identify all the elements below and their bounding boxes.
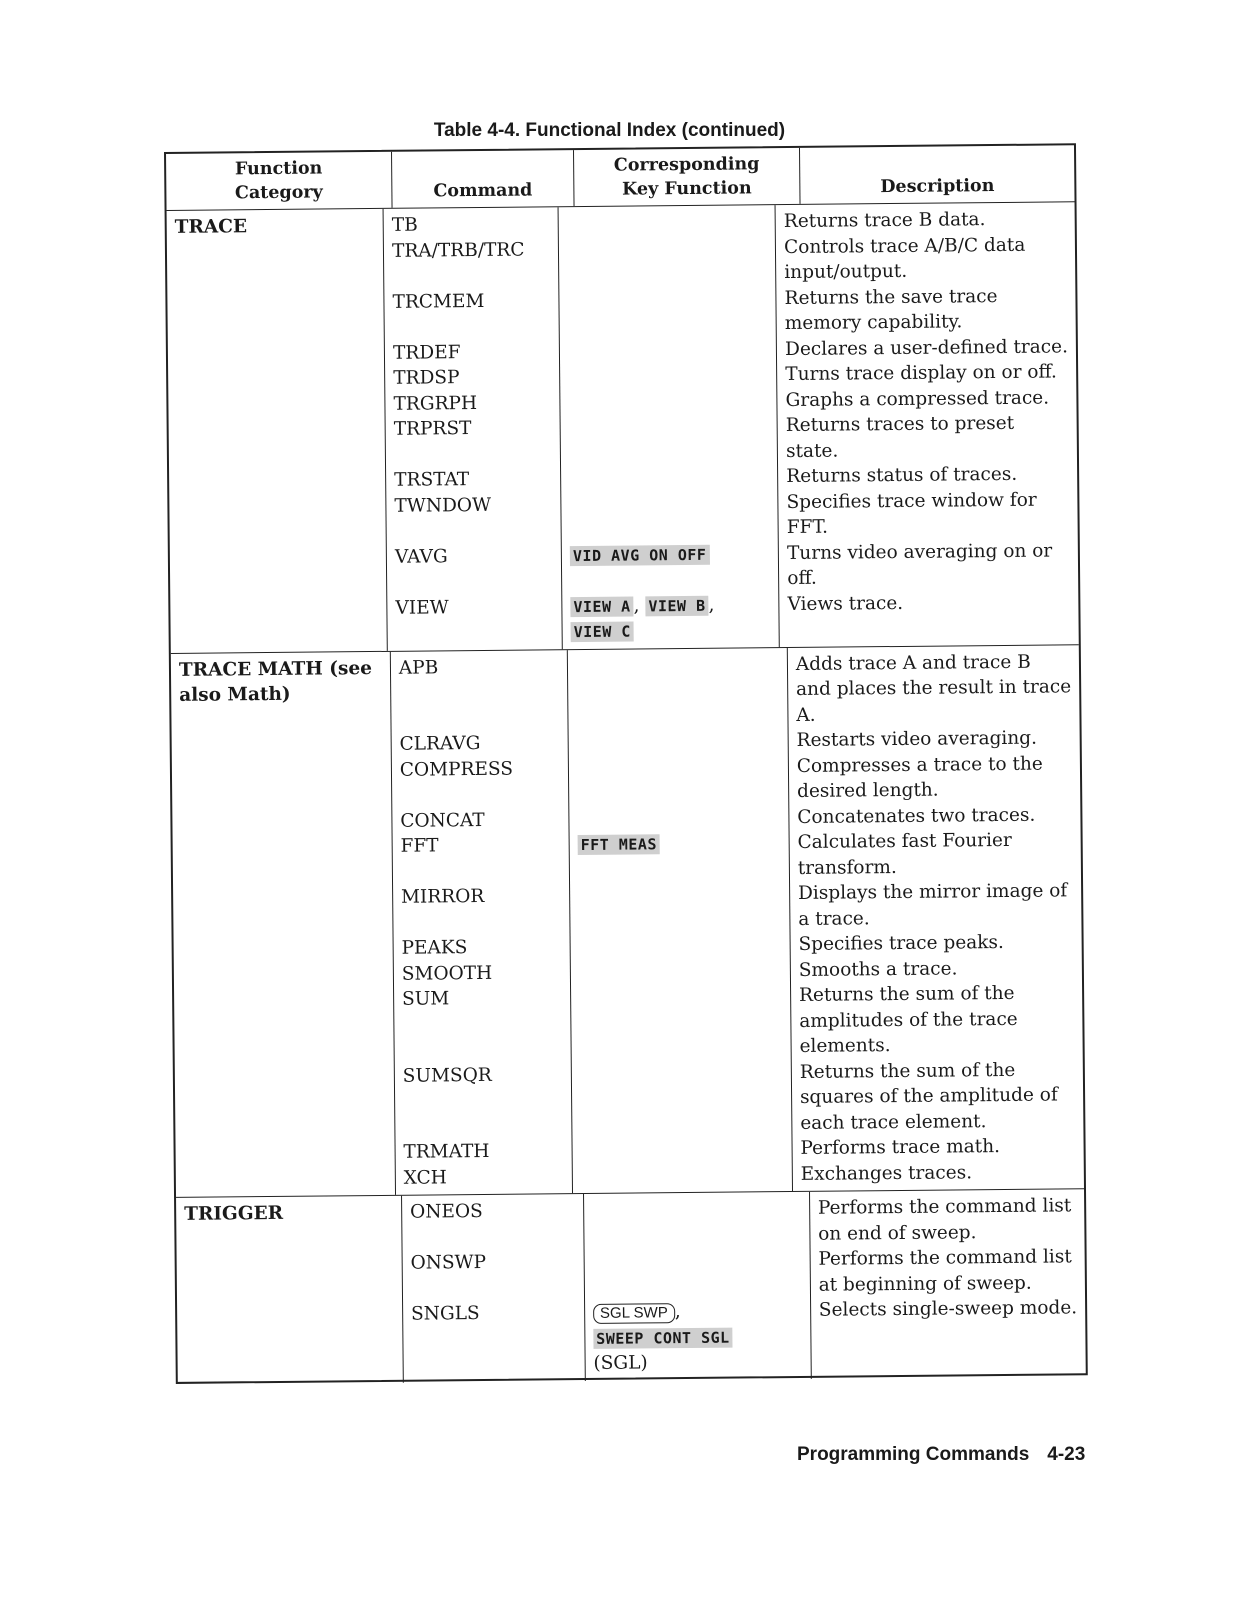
description-line: input/output.	[784, 260, 908, 284]
page-footer	[797, 1444, 1085, 1466]
description-line: off.	[787, 567, 817, 590]
command-name: TRDEF	[392, 341, 461, 364]
description-line: Views trace.	[787, 592, 904, 615]
command-name: SMOOTH	[401, 962, 493, 985]
command-name: XCH	[403, 1166, 447, 1189]
command-name: TRSTAT	[394, 469, 470, 491]
description-line: Specifies trace window for	[786, 489, 1037, 513]
description-line: Selects single-sweep mode.	[818, 1297, 1078, 1321]
table-section-row	[167, 202, 1079, 653]
description-line: Performs trace math.	[800, 1136, 1001, 1159]
command-name: TWNDOW	[394, 494, 492, 517]
table-section-row	[171, 645, 1084, 1198]
description-cell	[810, 1189, 1086, 1378]
category-label: TRIGGER	[184, 1202, 284, 1225]
description-line: memory capability.	[784, 311, 963, 335]
command-name: TRA/TRB/TRC	[391, 239, 525, 262]
key-text: (SGL)	[593, 1352, 648, 1374]
key-text: ,	[674, 1301, 681, 1323]
description-line: a trace.	[798, 907, 870, 930]
command-name: CLRAVG	[399, 732, 481, 755]
command-name: MIRROR	[400, 885, 485, 908]
description-line: Compresses a trace to the	[796, 753, 1043, 777]
description-line: state.	[785, 440, 839, 462]
table-header-row	[166, 145, 1075, 211]
description-cell	[788, 645, 1084, 1191]
softkey-label: VIEW B	[645, 595, 708, 616]
command-name: TRCMEM	[392, 290, 485, 313]
page-number: 4-23	[1047, 1444, 1086, 1465]
softkey-label: VIEW A	[570, 596, 633, 617]
category-note: (see also Math)	[179, 657, 373, 706]
description-line: each trace element.	[800, 1110, 987, 1134]
key-text: ,	[633, 594, 646, 617]
description-line: Smooths a trace.	[798, 957, 958, 981]
description-line: Declares a user-defined trace.	[784, 335, 1069, 360]
description-line: desired length.	[796, 779, 939, 802]
description-line: Returns trace B data.	[783, 209, 986, 233]
description-line: Returns status of traces.	[786, 463, 1018, 488]
softkey-label: FFT MEAS	[578, 834, 660, 855]
header-text: Command	[433, 180, 533, 202]
category-cell	[167, 209, 388, 653]
header-text: Category	[234, 182, 323, 204]
softkey-label: VID AVG ON OFF	[570, 544, 710, 565]
description-line: Turns video averaging on or	[786, 539, 1053, 564]
header-text: Description	[880, 176, 995, 198]
key-text: ,	[708, 594, 715, 616]
command-name: ONSWP	[410, 1251, 487, 1274]
description-line: Adds trace A and trace B	[795, 651, 1031, 675]
header-key-function	[574, 148, 801, 206]
description-line: Returns the save trace	[784, 285, 998, 309]
command-name: TB	[391, 214, 418, 236]
command-name: PEAKS	[401, 937, 468, 959]
hardkey-label: SGL SWP	[593, 1303, 675, 1324]
description-cell	[776, 202, 1079, 646]
table-caption: Table 4-4. Functional Index (continued)	[433, 120, 786, 141]
command-name: FFT	[400, 835, 439, 857]
header-text: Corresponding	[613, 154, 760, 176]
command-name: TRMATH	[403, 1140, 490, 1163]
command-name: TRPRST	[393, 418, 472, 440]
description-line: Performs the command list	[817, 1195, 1072, 1219]
description-line: Displays the mirror image of	[797, 880, 1068, 904]
command-name: COMPRESS	[399, 758, 514, 781]
functional-index-table	[164, 143, 1088, 1384]
description-line: Calculates fast Fourier	[797, 829, 1012, 853]
description-line: squares of the amplitude of	[799, 1084, 1058, 1108]
header-description	[800, 145, 1075, 204]
description-line: and places the result in trace	[795, 676, 1072, 700]
key-function-cell	[559, 205, 780, 649]
description-line: amplitudes of the trace	[799, 1008, 1018, 1032]
category-cell	[171, 651, 396, 1197]
description-line: Specifies trace peaks.	[798, 931, 1004, 955]
command-name: VIEW	[395, 596, 449, 619]
description-line: transform.	[797, 856, 897, 879]
command-name: SUM	[401, 988, 450, 1010]
command-name: APB	[398, 656, 439, 679]
description-line: on end of sweep.	[818, 1221, 977, 1245]
description-line: Returns traces to preset	[785, 412, 1015, 437]
header-text: Function	[234, 158, 323, 180]
command-name: CONCAT	[400, 809, 485, 832]
description-line: FFT.	[786, 516, 829, 539]
category-label: TRACE MATH	[178, 658, 323, 681]
description-line: Concatenates two traces.	[797, 804, 1036, 828]
header-function-category	[166, 152, 393, 210]
command-cell	[384, 207, 563, 650]
description-line: at beginning of sweep.	[818, 1272, 1032, 1296]
command-name: SNGLS	[410, 1303, 480, 1325]
header-text: Key Function	[621, 178, 752, 200]
description-line: Performs the command list	[818, 1246, 1072, 1270]
softkey-label: VIEW C	[571, 622, 634, 643]
category-cell	[176, 1196, 404, 1385]
description-line: Exchanges traces.	[800, 1161, 973, 1185]
description-line: Turns trace display on or off.	[785, 361, 1057, 386]
command-name: SUMSQR	[402, 1064, 492, 1087]
description-line: Controls trace A/B/C data	[783, 234, 1026, 258]
key-function-cell	[584, 1192, 812, 1381]
command-name: VAVG	[394, 545, 448, 568]
description-line: A.	[796, 704, 816, 726]
table-section-row	[176, 1189, 1086, 1384]
command-name: TRGRPH	[393, 392, 478, 415]
description-line: Graphs a compressed trace.	[785, 387, 1050, 411]
description-line: Restarts video averaging.	[796, 727, 1038, 751]
footer-section-title: Programming Commands	[797, 1444, 1030, 1465]
description-line: Returns the sum of the	[798, 982, 1015, 1006]
command-name: TRDSP	[393, 367, 460, 389]
key-function-cell	[568, 648, 793, 1194]
header-command	[392, 150, 575, 208]
command-cell	[402, 1194, 586, 1382]
command-cell	[391, 650, 573, 1195]
description-line: Returns the sum of the	[799, 1059, 1016, 1083]
softkey-label: SWEEP CONT SGL	[593, 1327, 733, 1348]
command-name: ONEOS	[409, 1200, 483, 1223]
description-line: elements.	[799, 1035, 891, 1057]
category-label: TRACE	[174, 216, 248, 238]
